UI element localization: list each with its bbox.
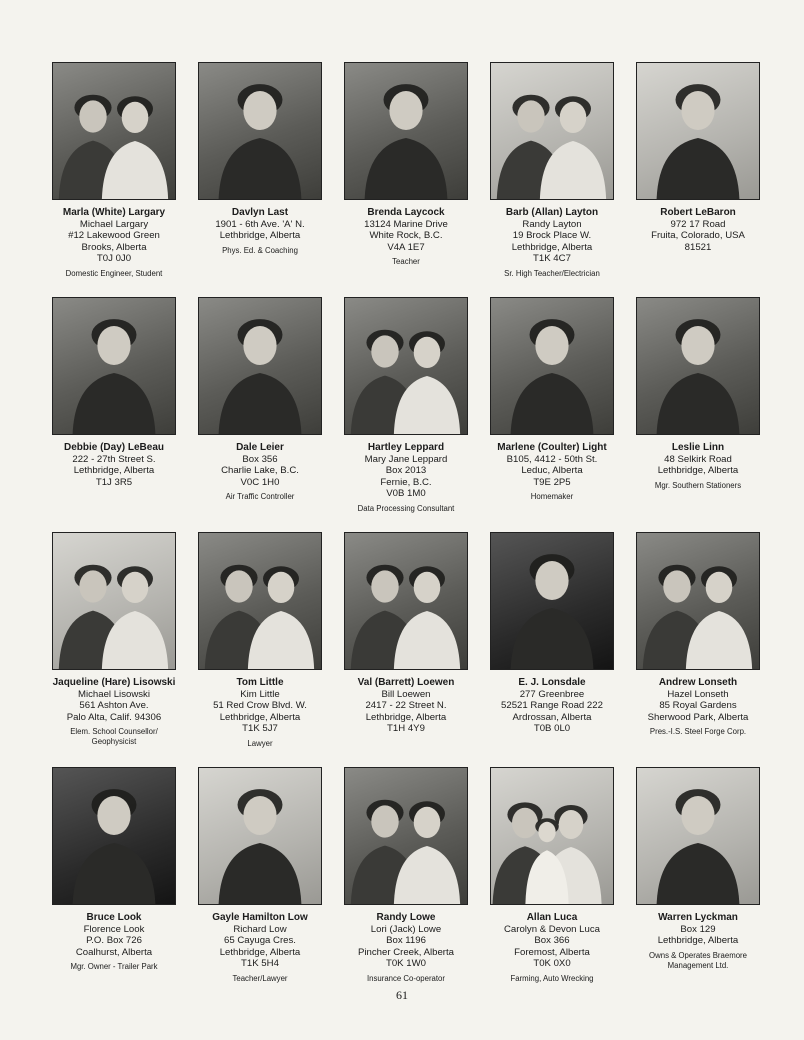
entry-line: Florence Look bbox=[83, 923, 145, 935]
occupation-line: Mgr. Southern Stationers bbox=[654, 480, 742, 490]
portrait-photo bbox=[636, 297, 760, 435]
portrait-photo bbox=[344, 62, 468, 200]
entry-name: Gayle Hamilton Low bbox=[212, 912, 308, 923]
entry-name: Warren Lyckman bbox=[658, 912, 738, 923]
occupation-line: Management Ltd. bbox=[667, 960, 729, 970]
entry-details bbox=[658, 442, 739, 477]
entry-occupation bbox=[510, 974, 593, 984]
entry-line: Box 129 bbox=[680, 923, 716, 935]
entry-name: Randy Lowe bbox=[376, 912, 436, 923]
directory-entry bbox=[634, 297, 762, 527]
entry-line: Lethbridge, Alberta bbox=[657, 465, 739, 477]
entry-details bbox=[76, 912, 152, 958]
occupation-line: Geophysicist bbox=[91, 737, 137, 747]
entry-details bbox=[358, 677, 455, 735]
portrait-photo bbox=[344, 532, 468, 670]
directory-entry bbox=[50, 532, 178, 762]
entry-line: Richard Low bbox=[233, 923, 287, 935]
directory-entry bbox=[342, 532, 470, 762]
entry-name: Hartley Leppard bbox=[367, 442, 445, 453]
entry-line: 65 Cayuga Cres. bbox=[223, 935, 296, 947]
occupation-line: Teacher bbox=[392, 257, 420, 267]
entry-line: Lethbridge, Alberta bbox=[657, 935, 739, 947]
portrait-photo bbox=[490, 62, 614, 200]
directory-entry bbox=[634, 62, 762, 292]
entry-occupation bbox=[531, 492, 573, 502]
directory-entry bbox=[488, 62, 616, 292]
entry-name: Robert LeBaron bbox=[660, 207, 736, 218]
directory-entry bbox=[488, 767, 616, 997]
entry-details bbox=[364, 207, 448, 253]
portrait-photo bbox=[198, 767, 322, 905]
entry-line: 13124 Marine Drive bbox=[364, 218, 448, 230]
entry-line: T0K 0X0 bbox=[533, 958, 571, 970]
entry-name: Bruce Look bbox=[86, 912, 142, 923]
entry-line: Box 356 bbox=[242, 453, 278, 465]
entry-name: Marla (White) Largary bbox=[62, 207, 166, 218]
entry-occupation bbox=[232, 974, 287, 984]
entry-line: Foremost, Alberta bbox=[514, 946, 590, 958]
entry-line: B105, 4412 - 50th St. bbox=[506, 453, 598, 465]
portrait-photo-image bbox=[199, 768, 321, 904]
entry-line: 222 - 27th Street S. bbox=[72, 453, 156, 465]
entry-line: Lethbridge, Alberta bbox=[73, 465, 155, 477]
entry-line: 1901 - 6th Ave. 'A' N. bbox=[215, 218, 305, 230]
portrait-photo-image bbox=[53, 298, 175, 434]
entry-details bbox=[53, 677, 176, 723]
entry-line: T0B 0L0 bbox=[533, 723, 571, 735]
entry-line: Brooks, Alberta bbox=[81, 241, 147, 253]
portrait-photo-image bbox=[637, 63, 759, 199]
entry-line: 85 Royal Gardens bbox=[659, 700, 737, 712]
portrait-photo-image bbox=[637, 768, 759, 904]
entry-line: Box 1196 bbox=[386, 935, 426, 947]
entry-line: Pincher Creek, Alberta bbox=[358, 946, 454, 958]
entry-line: Lori (Jack) Lowe bbox=[370, 923, 442, 935]
entry-line: 277 Greenbree bbox=[519, 688, 585, 700]
entry-line: Lethbridge, Alberta bbox=[219, 230, 301, 242]
entry-line: 561 Ashton Ave. bbox=[79, 700, 149, 712]
entry-line: T1K 5J7 bbox=[242, 723, 278, 735]
portrait-photo bbox=[198, 297, 322, 435]
entry-name: Marlene (Coulter) Light bbox=[497, 442, 607, 453]
occupation-line: Farming, Auto Wrecking bbox=[510, 973, 594, 983]
entry-name: Dale Leier bbox=[236, 442, 284, 453]
directory-entry bbox=[342, 62, 470, 292]
entry-line: Carolyn & Devon Luca bbox=[504, 923, 600, 935]
portrait-photo-image bbox=[53, 533, 175, 669]
portrait-photo-image bbox=[199, 63, 321, 199]
portrait-photo-image bbox=[345, 768, 467, 904]
portrait-photo bbox=[344, 767, 468, 905]
entry-line: White Rock, B.C. bbox=[369, 230, 443, 242]
directory-entry bbox=[196, 62, 324, 292]
occupation-line: Pres.-I.S. Steel Forge Corp. bbox=[649, 727, 747, 737]
portrait-photo bbox=[198, 62, 322, 200]
portrait-photo-image bbox=[53, 63, 175, 199]
directory-entry bbox=[488, 532, 616, 762]
portrait-photo-image bbox=[637, 533, 759, 669]
entry-line: Michael Largary bbox=[79, 218, 149, 230]
entry-line: Ardrossan, Alberta bbox=[512, 711, 592, 723]
entry-line: T1J 3R5 bbox=[95, 476, 133, 488]
portrait-photo-image bbox=[637, 298, 759, 434]
entry-details bbox=[658, 912, 739, 947]
entry-line: Bill Loewen bbox=[381, 688, 431, 700]
portrait-photo bbox=[52, 297, 176, 435]
entry-occupation bbox=[504, 269, 600, 279]
entry-name: Tom Little bbox=[236, 677, 284, 688]
portrait-photo bbox=[490, 532, 614, 670]
entry-line: Randy Layton bbox=[522, 218, 582, 230]
entry-details bbox=[63, 207, 165, 265]
directory-entry bbox=[196, 767, 324, 997]
directory-entry bbox=[50, 62, 178, 292]
occupation-line: Homemaker bbox=[530, 492, 574, 502]
entry-line: T0J 0J0 bbox=[96, 253, 132, 265]
entry-name: Brenda Laycock bbox=[367, 207, 445, 218]
entry-details bbox=[215, 207, 304, 242]
entry-details bbox=[501, 677, 603, 735]
portrait-photo bbox=[490, 297, 614, 435]
entry-occupation bbox=[650, 727, 746, 737]
portrait-photo bbox=[52, 532, 176, 670]
entry-line: Box 366 bbox=[534, 935, 570, 947]
entry-occupation bbox=[655, 481, 741, 491]
entry-name: Barb (Allan) Layton bbox=[505, 207, 599, 218]
entry-occupation bbox=[247, 739, 272, 749]
directory-entry bbox=[634, 532, 762, 762]
portrait-photo-image bbox=[491, 768, 613, 904]
entry-line: T1K 5H4 bbox=[241, 958, 279, 970]
entry-line: Lethbridge, Alberta bbox=[219, 946, 301, 958]
entry-name: Debbie (Day) LeBeau bbox=[63, 442, 165, 453]
directory-entry bbox=[488, 297, 616, 527]
entry-occupation bbox=[222, 246, 298, 256]
entry-details bbox=[651, 207, 745, 253]
entry-line: Fernie, B.C. bbox=[380, 476, 432, 488]
entry-occupation bbox=[70, 962, 157, 972]
occupation-line: Data Processing Consultant bbox=[357, 503, 455, 513]
entry-details bbox=[648, 677, 749, 723]
entry-line: 52521 Range Road 222 bbox=[501, 700, 603, 712]
entry-line: Michael Lisowski bbox=[78, 688, 150, 700]
entry-details bbox=[212, 912, 308, 970]
portrait-photo bbox=[636, 532, 760, 670]
portrait-photo-image bbox=[491, 298, 613, 434]
entry-name: Andrew Lonseth bbox=[658, 677, 738, 688]
entry-line: #12 Lakewood Green bbox=[68, 230, 160, 242]
portrait-photo bbox=[52, 767, 176, 905]
entry-occupation bbox=[649, 951, 747, 971]
entry-line: Lethbridge, Alberta bbox=[219, 711, 301, 723]
entry-name: Allan Luca bbox=[526, 912, 578, 923]
entry-details bbox=[504, 912, 600, 970]
portrait-grid bbox=[50, 62, 762, 997]
directory-entry bbox=[196, 297, 324, 527]
entry-name: Davlyn Last bbox=[231, 207, 289, 218]
portrait-photo-image bbox=[491, 533, 613, 669]
entry-line: T0K 1W0 bbox=[385, 958, 426, 970]
occupation-line: Teacher/Lawyer bbox=[232, 973, 288, 983]
entry-occupation bbox=[70, 727, 158, 747]
entry-line: T1K 4C7 bbox=[533, 253, 571, 265]
entry-details bbox=[64, 442, 164, 488]
entry-name: Jaqueline (Hare) Lisowski bbox=[52, 677, 176, 688]
entry-line: 81521 bbox=[684, 241, 712, 253]
entry-line: V0B 1M0 bbox=[386, 488, 426, 500]
portrait-photo-image bbox=[345, 533, 467, 669]
directory-entry bbox=[342, 767, 470, 997]
entry-occupation bbox=[226, 492, 295, 502]
occupation-line: Domestic Engineer, Student bbox=[65, 268, 163, 278]
entry-occupation bbox=[66, 269, 163, 279]
entry-name: E. J. Lonsdale bbox=[518, 677, 586, 688]
occupation-line: Phys. Ed. & Coaching bbox=[222, 245, 298, 255]
portrait-photo bbox=[52, 62, 176, 200]
entry-occupation bbox=[358, 504, 455, 514]
directory-entry bbox=[50, 297, 178, 527]
entry-line: Fruita, Colorado, USA bbox=[651, 230, 745, 242]
entry-line: 51 Red Crow Blvd. W. bbox=[213, 700, 307, 712]
entry-name: Val (Barrett) Loewen bbox=[357, 677, 455, 688]
entry-line: V0C 1H0 bbox=[240, 476, 280, 488]
entry-details bbox=[365, 442, 448, 500]
page-number: 61 bbox=[396, 988, 408, 1002]
entry-line: T1H 4Y9 bbox=[387, 723, 425, 735]
portrait-photo bbox=[636, 767, 760, 905]
portrait-photo-image bbox=[491, 63, 613, 199]
occupation-line: Insurance Co-operator bbox=[366, 973, 445, 983]
entry-line: Palo Alta, Calif. 94306 bbox=[66, 711, 162, 723]
entry-line: Mary Jane Leppard bbox=[364, 453, 448, 465]
entry-details bbox=[213, 677, 307, 735]
portrait-photo-image bbox=[345, 63, 467, 199]
entry-line: Hazel Lonseth bbox=[667, 688, 729, 700]
entry-occupation bbox=[392, 257, 420, 267]
portrait-photo-image bbox=[345, 298, 467, 434]
occupation-line: Mgr. Owner - Trailer Park bbox=[70, 962, 158, 972]
entry-name: Leslie Linn bbox=[671, 442, 725, 453]
portrait-photo-image bbox=[53, 768, 175, 904]
entry-line: 972 17 Road bbox=[670, 218, 726, 230]
directory-entry bbox=[634, 767, 762, 997]
portrait-photo-image bbox=[199, 298, 321, 434]
entry-line: 48 Selkirk Road bbox=[664, 453, 732, 465]
entry-occupation bbox=[367, 974, 445, 984]
entry-line: Leduc, Alberta bbox=[521, 465, 583, 477]
portrait-photo-image bbox=[199, 533, 321, 669]
portrait-photo bbox=[636, 62, 760, 200]
occupation-line: Elem. School Counsellor/ bbox=[70, 727, 158, 737]
entry-line: 19 Brock Place W. bbox=[512, 230, 592, 242]
entry-line: P.O. Box 726 bbox=[86, 935, 142, 947]
portrait-photo bbox=[490, 767, 614, 905]
entry-line: Lethbridge, Alberta bbox=[365, 711, 447, 723]
occupation-line: Owns & Operates Braemore bbox=[649, 950, 747, 960]
directory-entry bbox=[50, 767, 178, 997]
portrait-photo bbox=[198, 532, 322, 670]
entry-line: T9E 2P5 bbox=[533, 476, 571, 488]
entry-line: Coalhurst, Alberta bbox=[75, 946, 153, 958]
entry-line: Charlie Lake, B.C. bbox=[221, 465, 299, 477]
directory-entry bbox=[196, 532, 324, 762]
entry-line: Lethbridge, Alberta bbox=[511, 241, 593, 253]
entry-line: Box 2013 bbox=[385, 465, 427, 477]
entry-details bbox=[358, 912, 454, 970]
entry-details bbox=[497, 442, 606, 488]
occupation-line: Lawyer bbox=[247, 738, 273, 748]
entry-line: V4A 1E7 bbox=[387, 241, 425, 253]
occupation-line: Sr. High Teacher/Electrician bbox=[504, 268, 600, 278]
entry-details bbox=[506, 207, 598, 265]
entry-details bbox=[221, 442, 299, 488]
entry-line: Kim Little bbox=[240, 688, 280, 700]
entry-line: Sherwood Park, Alberta bbox=[647, 711, 749, 723]
entry-line: 2417 - 22 Street N. bbox=[365, 700, 447, 712]
directory-entry bbox=[342, 297, 470, 527]
portrait-photo bbox=[344, 297, 468, 435]
occupation-line: Air Traffic Controller bbox=[225, 492, 295, 502]
